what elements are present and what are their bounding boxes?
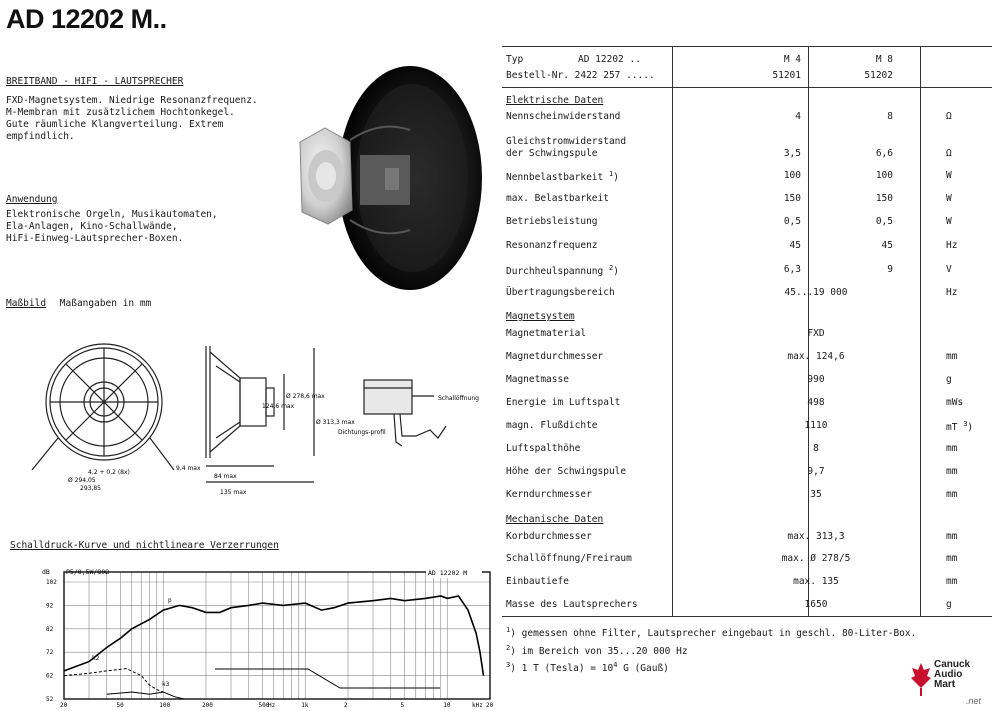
wm-line1: Canuck (934, 659, 971, 670)
massbild-heading: Maßbild (6, 298, 47, 309)
section-elektrisch: Elektrische Daten (506, 95, 604, 106)
footnote-2: $^2$) im Bereich von 35...20 000 Hz (506, 644, 688, 658)
chart-grid (64, 572, 490, 699)
table-row: Luftspalthöhe 8 mm (506, 443, 958, 454)
x-unit-khz: kHz (472, 702, 483, 708)
chart-unit: dB (42, 568, 50, 576)
x-tick-label: 1k (301, 702, 309, 708)
dim-313-label: Ø 313,3 max (316, 419, 355, 426)
table-row: Betriebsleistung 0,5 0,5 W (506, 216, 952, 227)
wm-suffix: .net (966, 696, 982, 706)
table-row: Schallöffnung/Freiraum max. Ø 278/5 mm (506, 553, 958, 564)
x-tick-label: 100 (159, 702, 171, 708)
x-tick-label: 2 (344, 702, 348, 708)
marker-k3: k3 (162, 681, 170, 688)
mounting-detail (364, 380, 446, 446)
desc-line: M-Membran mit zusätzlichem Hochtonkegel. (6, 107, 235, 118)
x-tick-label: 5 (400, 702, 405, 708)
bestell-label: Bestell-Nr. 2422 257 ..... (506, 70, 655, 81)
col-m8: M 8 (875, 54, 893, 65)
dim-94-label: 9,4 max (176, 465, 201, 472)
table-top-rule (502, 46, 992, 47)
anwendung-heading: Anwendung (6, 194, 58, 205)
x-ticks (60, 702, 494, 708)
table-row: Energie im Luftspalt 498 mWs (506, 397, 964, 408)
marker-k2: k2 (92, 655, 100, 662)
k3-curve (107, 692, 184, 699)
table-row: Korbdurchmesser max. 313,3 mm (506, 531, 958, 542)
dim-135-label: 135 max (220, 489, 247, 496)
x-tick-label: 20 (486, 702, 494, 708)
y-tick-label: 82 (46, 625, 54, 633)
section-magnet: Magnetsystem (506, 311, 575, 322)
wm-line3: Mart (934, 679, 956, 690)
table-row: der Schwingspule 3,5 6,6 Ω (506, 148, 952, 159)
marker-p: p (168, 597, 172, 604)
wm-line2: Audio (934, 669, 963, 680)
y-tick-label: 52 (46, 696, 54, 703)
x-tick-label: 20 (60, 702, 68, 708)
table-row: Gleichstromwiderstand (506, 136, 627, 147)
schall-label: Schallöffnung (438, 395, 479, 402)
x-unit: Hz (268, 702, 276, 708)
table-row: Resonanzfrequenz 45 45 Hz (506, 240, 958, 251)
table-row: Nennscheinwiderstand 4 8 Ω (506, 111, 952, 122)
table-row: Magnetmasse 990 g (506, 374, 952, 385)
anwendung-list (6, 209, 218, 245)
x-tick-label: 10 (443, 702, 451, 708)
anwendung-line: Elektronische Orgeln, Musikautomaten, (6, 209, 218, 220)
col-m4: M 4 (783, 54, 801, 65)
table-row: Einbautiefe max. 135 mm (506, 576, 958, 587)
section-mech: Mechanische Daten (506, 514, 604, 525)
side-view (206, 346, 314, 482)
table-row: Magnetdurchmesser max. 124,6 mm (506, 351, 958, 362)
k2-curve (64, 669, 163, 692)
typ-value: AD 12202 .. (578, 54, 641, 65)
table-row: Masse des Lautsprechers 1650 g (506, 599, 952, 610)
table-row: Nennbelastbarkeit $^1$) 100 100 W (506, 170, 952, 184)
chart-tag: AD 12202 M (428, 569, 468, 577)
x-tick-label: 200 (202, 702, 213, 708)
footnote-3: $^3$) 1 T (Tesla) = $10^4$ G (Gauß) (506, 661, 669, 675)
dim-124-label: 124,6 max (262, 403, 295, 410)
dim-84-label: 84 max (214, 473, 237, 480)
table-row: Magnetmaterial FXD (506, 328, 825, 339)
speaker-photo (290, 60, 486, 300)
massbild-caption (6, 298, 151, 310)
massbild-note: Maßangaben in mm (59, 298, 152, 309)
desc-line: empfindlich. (6, 131, 75, 142)
typ-label: Typ (506, 54, 524, 65)
table-row: Höhe der Schwingspule 9,7 mm (506, 466, 958, 477)
table-row: Übertragungsbereich 45...19 000 Hz (506, 287, 958, 298)
dichtung-label: Dichtungs-profil (338, 429, 386, 436)
front-view (32, 344, 174, 470)
dim-294-label: Ø 294,05 (68, 477, 96, 484)
table-row: magn. Flußdichte 1110 mT $^3$) (506, 420, 974, 434)
footnote-1: $^1$) gemessen ohne Filter, Lautsprecher eingebaut in geschl. 80-Liter-Box. (506, 626, 917, 640)
table-row: Kerndurchmesser 35 mm (506, 489, 958, 500)
leaf-logo-icon (910, 662, 932, 698)
table-row: Durchheulspannung $^2$) 6,3 9 V (506, 264, 952, 278)
product-heading: BREITBAND - HIFI - LAUTSPRECHER (6, 76, 184, 87)
bestell-m8: 51202 (864, 70, 893, 81)
bestell-m4: 51201 (772, 70, 801, 81)
dim-293-label: 293,85 (80, 485, 101, 492)
table-row-bestell (506, 70, 976, 90)
y-tick-label: 62 (46, 672, 54, 680)
y-tick-label: 102 (46, 579, 57, 586)
x-tick-label: 50 (116, 702, 124, 708)
anwendung-line: Ela-Anlagen, Kino-Schallwände, (6, 221, 178, 232)
dim-278-label: Ø 278,6 max (286, 393, 325, 400)
watermark (910, 660, 1000, 710)
chart-param: P5/0,5W/80Ω (66, 568, 110, 576)
page-title: AD 12202 M.. (6, 4, 167, 34)
x-tick-label: 500 (258, 702, 270, 708)
dimension-drawing (24, 330, 496, 510)
table-row: max. Belastbarkeit 150 150 W (506, 193, 952, 204)
dim-42-label: 4,2 + 0,2 (8x) (88, 469, 130, 476)
y-tick-label: 72 (46, 649, 54, 657)
curve-heading: Schalldruck-Kurve und nichtlineare Verzerrungen (10, 540, 279, 551)
anwendung-line: HiFi-Einweg-Lautsprecher-Boxen. (6, 233, 184, 244)
response-chart (40, 562, 498, 708)
y-ticks (46, 579, 57, 703)
desc-line: FXD-Magnetsystem. Niedrige Resonanzfrequenz. (6, 95, 258, 106)
y-tick-label: 92 (46, 602, 54, 610)
desc-line: Gute räumliche Klangverteilung. Extrem (6, 119, 224, 130)
description (6, 95, 258, 143)
